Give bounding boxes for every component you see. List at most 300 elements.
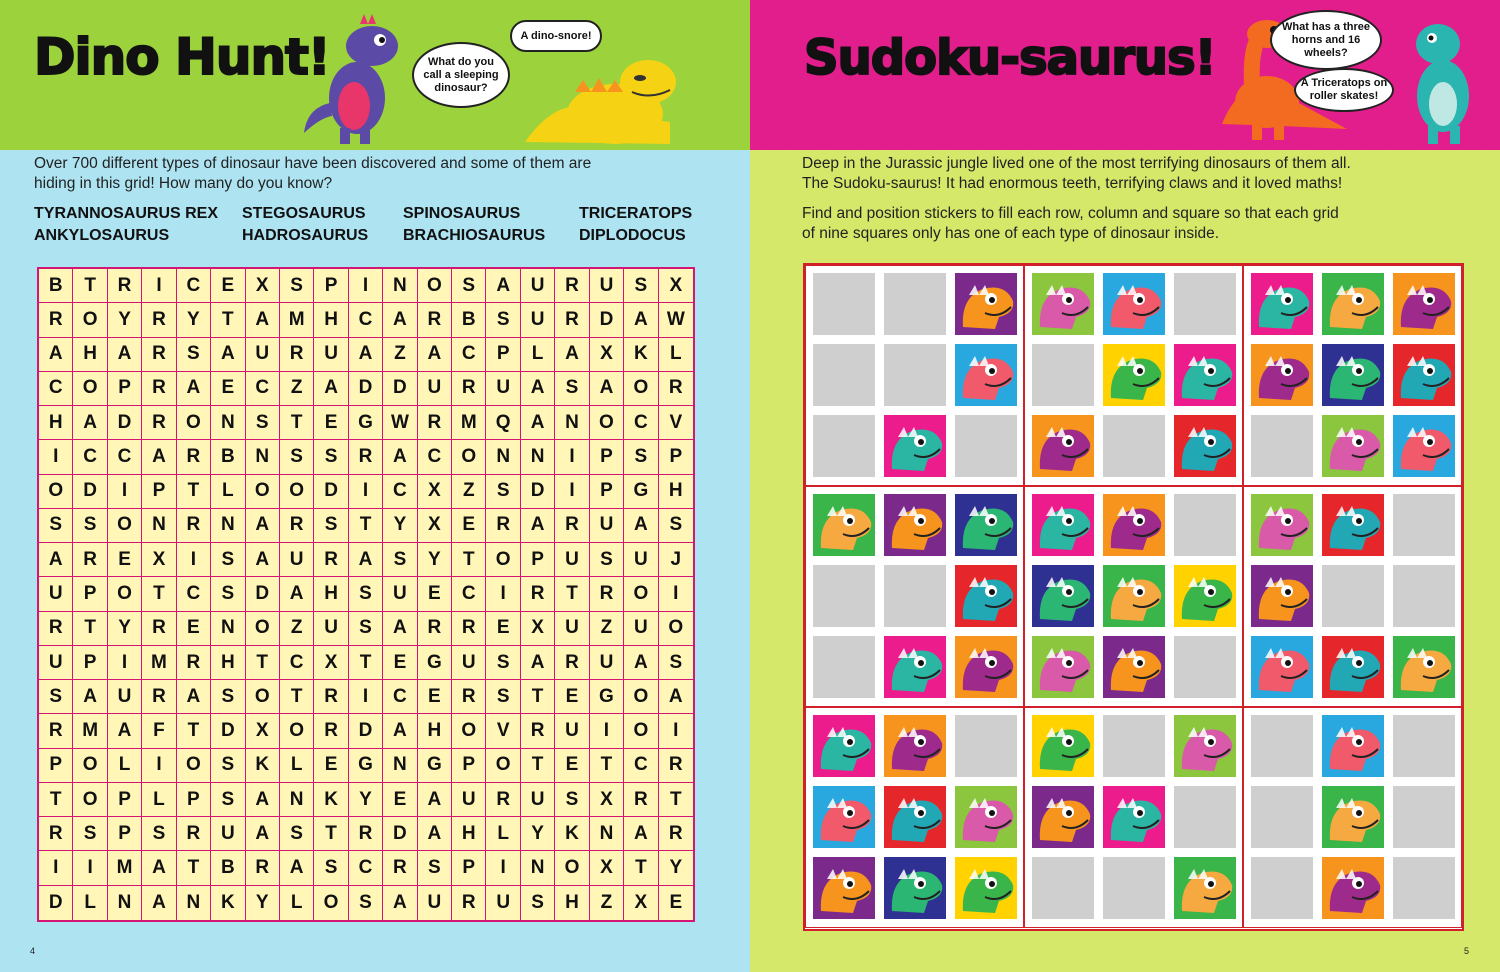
grid-letter[interactable]: A [349,338,383,372]
grid-letter[interactable]: B [39,269,73,303]
grid-letter[interactable]: A [39,543,73,577]
grid-letter[interactable]: S [314,440,348,474]
grid-letter[interactable]: H [452,817,486,851]
grid-letter[interactable]: O [418,269,452,303]
grid-letter[interactable]: U [486,372,520,406]
grid-letter[interactable]: T [624,851,658,885]
grid-letter[interactable]: D [590,303,624,337]
grid-letter[interactable]: A [383,714,417,748]
grid-letter[interactable]: C [418,440,452,474]
grid-letter[interactable]: S [280,817,314,851]
grid-letter[interactable]: T [177,475,211,509]
grid-letter[interactable]: O [177,749,211,783]
grid-letter[interactable]: O [39,475,73,509]
grid-letter[interactable]: P [108,817,142,851]
grid-letter[interactable]: A [521,406,555,440]
grid-letter[interactable]: N [486,440,520,474]
grid-letter[interactable]: A [349,543,383,577]
grid-letter[interactable]: L [521,338,555,372]
grid-letter[interactable]: C [39,372,73,406]
grid-letter[interactable]: N [211,612,245,646]
grid-letter[interactable]: R [452,680,486,714]
grid-letter[interactable]: U [555,714,589,748]
empty-sticker-slot[interactable] [955,415,1017,477]
grid-letter[interactable]: H [418,714,452,748]
grid-letter[interactable]: Y [108,612,142,646]
grid-letter[interactable]: S [73,509,107,543]
grid-letter[interactable]: R [177,646,211,680]
grid-letter[interactable]: U [452,646,486,680]
grid-letter[interactable]: D [349,372,383,406]
grid-letter[interactable]: C [349,303,383,337]
grid-letter[interactable]: R [555,509,589,543]
grid-letter[interactable]: Q [486,406,520,440]
grid-letter[interactable]: R [418,303,452,337]
grid-letter[interactable]: H [39,406,73,440]
grid-letter[interactable]: U [521,783,555,817]
grid-letter[interactable]: O [452,440,486,474]
grid-letter[interactable]: I [486,851,520,885]
empty-sticker-slot[interactable] [884,344,946,406]
grid-letter[interactable]: R [280,338,314,372]
grid-letter[interactable]: S [659,509,693,543]
grid-letter[interactable]: U [452,783,486,817]
grid-letter[interactable]: S [280,269,314,303]
grid-letter[interactable]: T [211,303,245,337]
grid-letter[interactable]: R [590,577,624,611]
grid-letter[interactable]: A [280,577,314,611]
grid-letter[interactable]: S [314,851,348,885]
grid-letter[interactable]: Y [418,543,452,577]
grid-letter[interactable]: Y [659,851,693,885]
grid-letter[interactable]: A [624,509,658,543]
grid-letter[interactable]: E [383,783,417,817]
grid-letter[interactable]: X [521,612,555,646]
grid-letter[interactable]: H [659,475,693,509]
grid-letter[interactable]: I [659,714,693,748]
grid-letter[interactable]: E [211,372,245,406]
grid-letter[interactable]: A [383,303,417,337]
grid-letter[interactable]: A [418,817,452,851]
grid-letter[interactable]: R [39,714,73,748]
grid-letter[interactable]: M [280,303,314,337]
grid-letter[interactable]: R [73,543,107,577]
grid-letter[interactable]: A [211,338,245,372]
grid-letter[interactable]: C [246,372,280,406]
grid-letter[interactable]: E [555,680,589,714]
grid-letter[interactable]: A [486,269,520,303]
grid-letter[interactable]: E [314,406,348,440]
grid-letter[interactable]: S [142,817,176,851]
grid-letter[interactable]: C [177,269,211,303]
grid-letter[interactable]: S [211,577,245,611]
grid-letter[interactable]: Y [349,783,383,817]
grid-letter[interactable]: R [659,372,693,406]
grid-letter[interactable]: U [314,338,348,372]
grid-letter[interactable]: R [349,440,383,474]
grid-letter[interactable]: I [349,269,383,303]
grid-letter[interactable]: D [314,475,348,509]
grid-letter[interactable]: C [349,851,383,885]
grid-letter[interactable]: I [142,749,176,783]
grid-letter[interactable]: T [246,646,280,680]
grid-letter[interactable]: K [246,749,280,783]
grid-letter[interactable]: P [142,475,176,509]
grid-letter[interactable]: O [246,475,280,509]
grid-letter[interactable]: I [39,851,73,885]
grid-letter[interactable]: X [418,475,452,509]
grid-letter[interactable]: S [177,338,211,372]
grid-letter[interactable]: P [108,372,142,406]
grid-letter[interactable]: X [418,509,452,543]
grid-letter[interactable]: T [349,509,383,543]
grid-letter[interactable]: R [142,372,176,406]
grid-letter[interactable]: E [177,612,211,646]
grid-letter[interactable]: E [383,646,417,680]
grid-letter[interactable]: O [659,612,693,646]
grid-letter[interactable]: Y [246,886,280,920]
grid-letter[interactable]: S [521,886,555,920]
grid-letter[interactable]: H [73,338,107,372]
grid-letter[interactable]: A [246,783,280,817]
grid-letter[interactable]: U [280,543,314,577]
grid-letter[interactable]: D [521,475,555,509]
grid-letter[interactable]: A [177,372,211,406]
grid-letter[interactable]: C [73,440,107,474]
grid-letter[interactable]: D [39,886,73,920]
grid-letter[interactable]: P [39,749,73,783]
empty-sticker-slot[interactable] [1032,344,1094,406]
empty-sticker-slot[interactable] [1393,857,1455,919]
grid-letter[interactable]: A [177,680,211,714]
grid-letter[interactable]: A [659,680,693,714]
grid-letter[interactable]: A [521,372,555,406]
grid-letter[interactable]: Z [452,475,486,509]
grid-letter[interactable]: R [452,886,486,920]
grid-letter[interactable]: T [349,646,383,680]
grid-letter[interactable]: A [246,543,280,577]
grid-letter[interactable]: A [624,817,658,851]
empty-sticker-slot[interactable] [813,636,875,698]
grid-letter[interactable]: E [418,577,452,611]
grid-letter[interactable]: P [486,338,520,372]
empty-sticker-slot[interactable] [1103,415,1165,477]
grid-letter[interactable]: I [177,543,211,577]
grid-letter[interactable]: M [73,714,107,748]
empty-sticker-slot[interactable] [955,715,1017,777]
grid-letter[interactable]: P [452,851,486,885]
empty-sticker-slot[interactable] [1032,857,1094,919]
grid-letter[interactable]: A [314,372,348,406]
grid-letter[interactable]: R [314,714,348,748]
grid-letter[interactable]: G [349,749,383,783]
grid-letter[interactable]: S [590,543,624,577]
grid-letter[interactable]: N [211,509,245,543]
empty-sticker-slot[interactable] [1393,786,1455,848]
grid-letter[interactable]: P [73,646,107,680]
grid-letter[interactable]: S [624,440,658,474]
grid-letter[interactable]: O [624,714,658,748]
grid-letter[interactable]: P [314,269,348,303]
grid-letter[interactable]: N [246,440,280,474]
grid-letter[interactable]: D [211,714,245,748]
grid-letter[interactable]: E [555,749,589,783]
grid-letter[interactable]: N [590,817,624,851]
empty-sticker-slot[interactable] [1103,715,1165,777]
grid-letter[interactable]: T [452,543,486,577]
grid-letter[interactable]: O [590,406,624,440]
grid-letter[interactable]: Z [590,886,624,920]
grid-letter[interactable]: X [590,338,624,372]
grid-letter[interactable]: G [418,646,452,680]
grid-letter[interactable]: R [486,509,520,543]
empty-sticker-slot[interactable] [884,273,946,335]
grid-letter[interactable]: R [624,783,658,817]
grid-letter[interactable]: C [280,646,314,680]
empty-sticker-slot[interactable] [1174,636,1236,698]
grid-letter[interactable]: X [590,783,624,817]
grid-letter[interactable]: Y [108,303,142,337]
grid-letter[interactable]: B [452,303,486,337]
grid-letter[interactable]: N [211,406,245,440]
grid-letter[interactable]: R [177,440,211,474]
grid-letter[interactable]: O [73,303,107,337]
grid-letter[interactable]: H [555,886,589,920]
grid-letter[interactable]: S [486,680,520,714]
grid-letter[interactable]: N [383,269,417,303]
grid-letter[interactable]: A [73,406,107,440]
grid-letter[interactable]: R [383,851,417,885]
grid-letter[interactable]: D [383,817,417,851]
empty-sticker-slot[interactable] [1251,857,1313,919]
grid-letter[interactable]: E [314,749,348,783]
grid-letter[interactable]: X [314,646,348,680]
grid-letter[interactable]: I [659,577,693,611]
grid-letter[interactable]: T [73,612,107,646]
grid-letter[interactable]: J [659,543,693,577]
grid-letter[interactable]: N [280,783,314,817]
grid-letter[interactable]: S [39,680,73,714]
grid-letter[interactable]: R [486,783,520,817]
grid-letter[interactable]: S [418,851,452,885]
grid-letter[interactable]: U [211,817,245,851]
grid-letter[interactable]: O [624,372,658,406]
grid-letter[interactable]: A [383,440,417,474]
grid-letter[interactable]: O [314,886,348,920]
grid-letter[interactable]: A [142,440,176,474]
grid-letter[interactable]: L [280,886,314,920]
empty-sticker-slot[interactable] [813,415,875,477]
grid-letter[interactable]: U [314,612,348,646]
grid-letter[interactable]: U [39,577,73,611]
grid-letter[interactable]: S [486,303,520,337]
grid-letter[interactable]: A [383,612,417,646]
empty-sticker-slot[interactable] [1251,715,1313,777]
grid-letter[interactable]: N [521,440,555,474]
grid-letter[interactable]: O [486,543,520,577]
empty-sticker-slot[interactable] [884,565,946,627]
grid-letter[interactable]: X [590,851,624,885]
grid-letter[interactable]: O [108,577,142,611]
grid-letter[interactable]: S [383,543,417,577]
grid-letter[interactable]: N [383,749,417,783]
grid-letter[interactable]: C [383,680,417,714]
grid-letter[interactable]: T [177,714,211,748]
grid-letter[interactable]: S [452,269,486,303]
grid-letter[interactable]: X [246,714,280,748]
grid-letter[interactable]: C [383,475,417,509]
grid-letter[interactable]: H [211,646,245,680]
grid-letter[interactable]: W [659,303,693,337]
grid-letter[interactable]: P [177,783,211,817]
grid-letter[interactable]: L [659,338,693,372]
grid-letter[interactable]: O [246,612,280,646]
grid-letter[interactable]: I [108,646,142,680]
grid-letter[interactable]: S [486,475,520,509]
grid-letter[interactable]: D [73,475,107,509]
grid-letter[interactable]: D [108,406,142,440]
grid-letter[interactable]: A [418,783,452,817]
grid-letter[interactable]: Z [280,372,314,406]
grid-letter[interactable]: T [177,851,211,885]
grid-letter[interactable]: A [142,886,176,920]
grid-letter[interactable]: W [383,406,417,440]
grid-letter[interactable]: P [108,783,142,817]
grid-letter[interactable]: I [555,475,589,509]
grid-letter[interactable]: H [314,303,348,337]
grid-letter[interactable]: M [108,851,142,885]
grid-letter[interactable]: A [39,338,73,372]
grid-letter[interactable]: L [280,749,314,783]
grid-letter[interactable]: R [418,612,452,646]
grid-letter[interactable]: O [108,509,142,543]
grid-letter[interactable]: K [314,783,348,817]
grid-letter[interactable]: A [521,646,555,680]
grid-letter[interactable]: I [349,475,383,509]
grid-letter[interactable]: U [418,372,452,406]
grid-letter[interactable]: A [73,680,107,714]
grid-letter[interactable]: O [624,680,658,714]
grid-letter[interactable]: A [108,338,142,372]
grid-letter[interactable]: S [349,612,383,646]
grid-letter[interactable]: I [555,440,589,474]
grid-letter[interactable]: T [39,783,73,817]
grid-letter[interactable]: V [659,406,693,440]
grid-letter[interactable]: N [142,509,176,543]
grid-letter[interactable]: K [624,338,658,372]
grid-letter[interactable]: O [555,851,589,885]
grid-letter[interactable]: S [349,886,383,920]
grid-letter[interactable]: R [142,612,176,646]
grid-letter[interactable]: C [452,338,486,372]
grid-letter[interactable]: R [142,303,176,337]
grid-letter[interactable]: K [211,886,245,920]
empty-sticker-slot[interactable] [813,344,875,406]
grid-letter[interactable]: X [624,886,658,920]
grid-letter[interactable]: Y [521,817,555,851]
empty-sticker-slot[interactable] [1174,786,1236,848]
grid-letter[interactable]: U [383,577,417,611]
grid-letter[interactable]: R [142,680,176,714]
grid-letter[interactable]: C [624,749,658,783]
grid-letter[interactable]: O [177,406,211,440]
grid-letter[interactable]: N [177,886,211,920]
empty-sticker-slot[interactable] [1322,565,1384,627]
grid-letter[interactable]: S [211,543,245,577]
grid-letter[interactable]: R [177,509,211,543]
empty-sticker-slot[interactable] [1393,494,1455,556]
grid-letter[interactable]: R [521,714,555,748]
grid-letter[interactable]: A [142,851,176,885]
grid-letter[interactable]: U [555,612,589,646]
grid-letter[interactable]: U [590,509,624,543]
grid-letter[interactable]: U [39,646,73,680]
grid-letter[interactable]: S [211,783,245,817]
grid-letter[interactable]: R [349,817,383,851]
word-search-grid[interactable] [37,267,695,922]
grid-letter[interactable]: C [177,577,211,611]
grid-letter[interactable]: P [521,543,555,577]
grid-letter[interactable]: E [418,680,452,714]
grid-letter[interactable]: S [555,783,589,817]
grid-letter[interactable]: R [452,612,486,646]
grid-letter[interactable]: U [486,886,520,920]
grid-letter[interactable]: T [659,783,693,817]
grid-letter[interactable]: Y [177,303,211,337]
grid-letter[interactable]: T [280,680,314,714]
grid-letter[interactable]: A [418,338,452,372]
grid-letter[interactable]: R [246,851,280,885]
grid-letter[interactable]: U [521,269,555,303]
grid-letter[interactable]: S [73,817,107,851]
grid-letter[interactable]: A [246,817,280,851]
empty-sticker-slot[interactable] [1174,494,1236,556]
grid-letter[interactable]: S [314,509,348,543]
grid-letter[interactable]: O [246,680,280,714]
grid-letter[interactable]: R [418,406,452,440]
grid-letter[interactable]: L [486,817,520,851]
grid-letter[interactable]: I [590,714,624,748]
grid-letter[interactable]: F [142,714,176,748]
grid-letter[interactable]: S [280,440,314,474]
grid-letter[interactable]: R [39,612,73,646]
grid-letter[interactable]: B [211,851,245,885]
grid-letter[interactable]: I [108,475,142,509]
grid-letter[interactable]: R [659,749,693,783]
grid-letter[interactable]: I [349,680,383,714]
grid-letter[interactable]: R [142,338,176,372]
grid-letter[interactable]: S [486,646,520,680]
grid-letter[interactable]: A [555,338,589,372]
grid-letter[interactable]: Z [280,612,314,646]
grid-letter[interactable]: T [555,577,589,611]
grid-letter[interactable]: E [108,543,142,577]
grid-letter[interactable]: O [624,577,658,611]
grid-letter[interactable]: T [521,680,555,714]
grid-letter[interactable]: D [383,372,417,406]
grid-letter[interactable]: C [452,577,486,611]
grid-letter[interactable]: G [418,749,452,783]
empty-sticker-slot[interactable] [1251,786,1313,848]
grid-letter[interactable]: R [142,406,176,440]
grid-letter[interactable]: D [349,714,383,748]
grid-letter[interactable]: N [521,851,555,885]
empty-sticker-slot[interactable] [1251,415,1313,477]
grid-letter[interactable]: K [555,817,589,851]
empty-sticker-slot[interactable] [813,273,875,335]
empty-sticker-slot[interactable] [813,565,875,627]
grid-letter[interactable]: O [486,749,520,783]
